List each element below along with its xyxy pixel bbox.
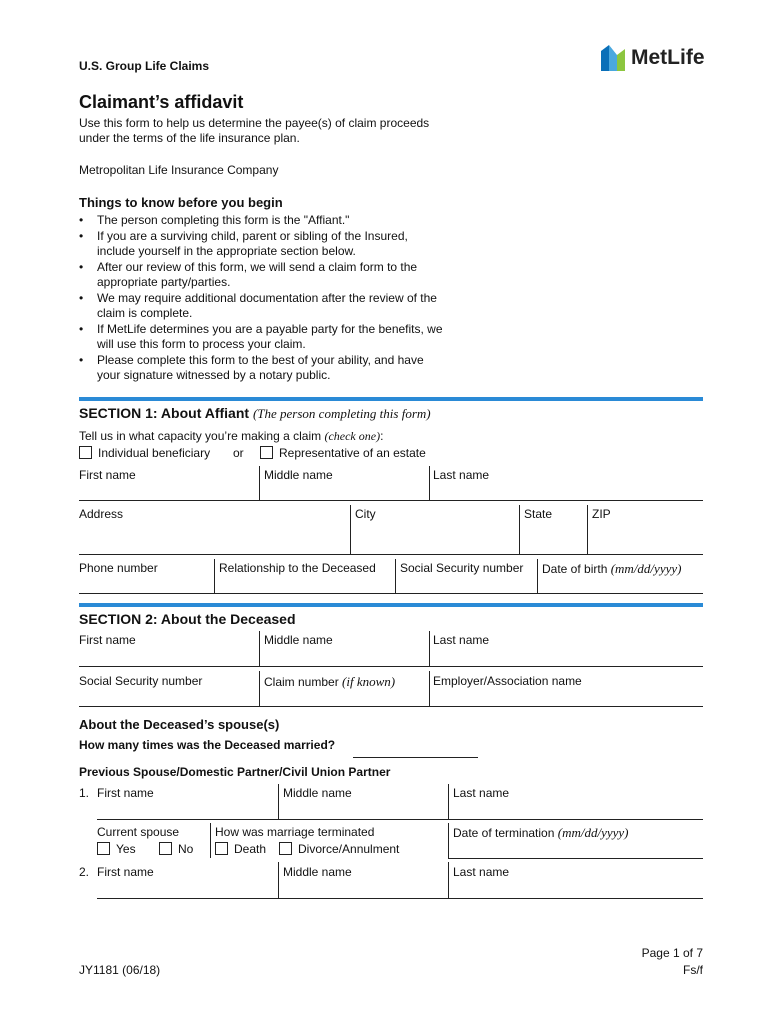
divorce-label: Divorce/Annulment — [298, 842, 400, 856]
current-spouse-yes-option[interactable] — [97, 842, 136, 857]
form-id: JY1181 (06/18) — [79, 963, 161, 977]
metlife-logo-text: MetLife — [631, 46, 705, 69]
current-spouse-no-checkbox[interactable] — [159, 842, 172, 855]
affiant-middle-name-label: Middle name — [264, 468, 333, 482]
page-number: Page 1 of 7 — [641, 946, 703, 960]
intro-line-1: Use this form to help us determine the payee(s) of claim proceeds — [79, 116, 430, 130]
affiant-first-name-label: First name — [79, 468, 136, 482]
field-underline — [353, 757, 478, 758]
divider — [448, 823, 449, 858]
deceased-first-name-label: First name — [79, 633, 136, 647]
terminated-death-checkbox[interactable] — [215, 842, 228, 855]
individual-beneficiary-label: Individual beneficiary — [98, 446, 211, 460]
deceased-ssn-field[interactable] — [79, 689, 703, 706]
field-underline — [79, 706, 703, 707]
capacity-colon: : — [380, 429, 384, 443]
married-count-field[interactable] — [353, 740, 478, 757]
terminated-divorce-checkbox[interactable] — [279, 842, 292, 855]
spouse-heading: About the Deceased’s spouse(s) — [79, 717, 280, 732]
affiant-zip-label: ZIP — [592, 507, 611, 521]
affiant-dob-label — [542, 561, 681, 577]
date-termination-field[interactable] — [453, 841, 703, 858]
employer-label: Employer/Association name — [433, 674, 582, 688]
date-termination-format: (mm/dd/yyyy) — [557, 825, 629, 840]
spouse-2-first-name-label: First name — [97, 865, 154, 879]
how-terminated-label: How was marriage terminated — [215, 825, 375, 839]
spouse-1-middle-name-label: Middle name — [283, 786, 352, 800]
spouse-1-number: 1. — [79, 786, 90, 800]
capacity-note: (check one) — [324, 429, 381, 443]
no-label: No — [178, 842, 194, 856]
spouse-1-first-name-label: First name — [97, 786, 154, 800]
form-kicker: U.S. Group Life Claims — [79, 59, 210, 73]
affiant-address-label: Address — [79, 507, 124, 521]
form-code: Fs/f — [683, 963, 703, 977]
capacity-prompt-text: Tell us in what capacity you’re making a claim — [79, 429, 322, 443]
spouse-2-number: 2. — [79, 865, 90, 879]
field-underline — [97, 898, 703, 899]
deceased-name-field[interactable] — [79, 648, 703, 666]
dob-text: Date of birth — [542, 562, 608, 576]
affiant-address-field[interactable] — [79, 522, 703, 554]
deceased-middle-name-label: Middle name — [264, 633, 333, 647]
section1-rule — [79, 397, 703, 401]
affiant-name-field[interactable] — [79, 482, 703, 500]
affiant-relationship-label: Relationship to the Deceased — [219, 561, 376, 575]
spouse-2-middle-name-label: Middle name — [283, 865, 352, 879]
company-name: Metropolitan Life Insurance Company — [79, 163, 279, 177]
section1-heading — [79, 404, 431, 423]
page-title: Claimant’s affidavit — [79, 92, 244, 112]
previous-spouse-heading: Previous Spouse/Domestic Partner/Civil Union Partner — [79, 765, 391, 779]
field-underline — [448, 858, 703, 859]
terminated-death-option[interactable] — [215, 842, 266, 857]
field-underline — [79, 593, 703, 594]
section1-title-note: (The person completing this form) — [252, 406, 431, 421]
field-underline — [79, 500, 703, 501]
estate-representative-checkbox[interactable] — [260, 446, 273, 459]
or-label: or — [233, 446, 244, 460]
affiant-phone-label: Phone number — [79, 561, 158, 575]
capacity-individual-option[interactable] — [79, 446, 210, 461]
claim-number-text: Claim number — [264, 675, 339, 689]
dob-format: (mm/dd/yyyy) — [610, 561, 682, 576]
current-spouse-label: Current spouse — [97, 825, 180, 839]
claim-number-label — [264, 674, 395, 690]
estate-representative-label: Representative of an estate — [279, 446, 426, 460]
date-termination-label — [453, 825, 628, 841]
spouse-2-name-field[interactable] — [97, 880, 703, 898]
death-label: Death — [234, 842, 267, 856]
things-heading: Things to know before you begin — [79, 195, 283, 210]
current-spouse-no-option[interactable] — [159, 842, 193, 857]
current-spouse-yes-checkbox[interactable] — [97, 842, 110, 855]
capacity-estate-option[interactable] — [260, 446, 426, 461]
section2-rule — [79, 603, 703, 607]
field-underline — [79, 666, 703, 667]
divider — [210, 823, 211, 858]
affiant-ssn-label: Social Security number — [400, 561, 524, 575]
individual-beneficiary-checkbox[interactable] — [79, 446, 92, 459]
deceased-ssn-label: Social Security number — [79, 674, 203, 688]
affiant-phone-field[interactable] — [79, 577, 703, 593]
section1-title: SECTION 1: About Affiant — [79, 405, 250, 421]
spouse-1-last-name-label: Last name — [453, 786, 510, 800]
affiant-state-label: State — [524, 507, 553, 521]
affiant-last-name-label: Last name — [433, 468, 490, 482]
intro-line-2: under the terms of the life insurance plan. — [79, 131, 300, 145]
yes-label: Yes — [116, 842, 136, 856]
field-underline — [97, 819, 703, 820]
spouse-1-name-field[interactable] — [97, 801, 703, 819]
section2-title: SECTION 2: About the Deceased — [79, 611, 296, 627]
spouse-2-last-name-label: Last name — [453, 865, 510, 879]
field-underline — [79, 554, 703, 555]
claim-number-note: (if known) — [342, 674, 396, 689]
married-question: How many times was the Deceased married? — [79, 738, 336, 752]
capacity-prompt — [79, 429, 383, 444]
date-termination-text: Date of termination — [453, 826, 555, 840]
terminated-divorce-option[interactable] — [279, 842, 399, 857]
metlife-logo-icon — [601, 45, 627, 71]
deceased-last-name-label: Last name — [433, 633, 490, 647]
affiant-city-label: City — [355, 507, 376, 521]
